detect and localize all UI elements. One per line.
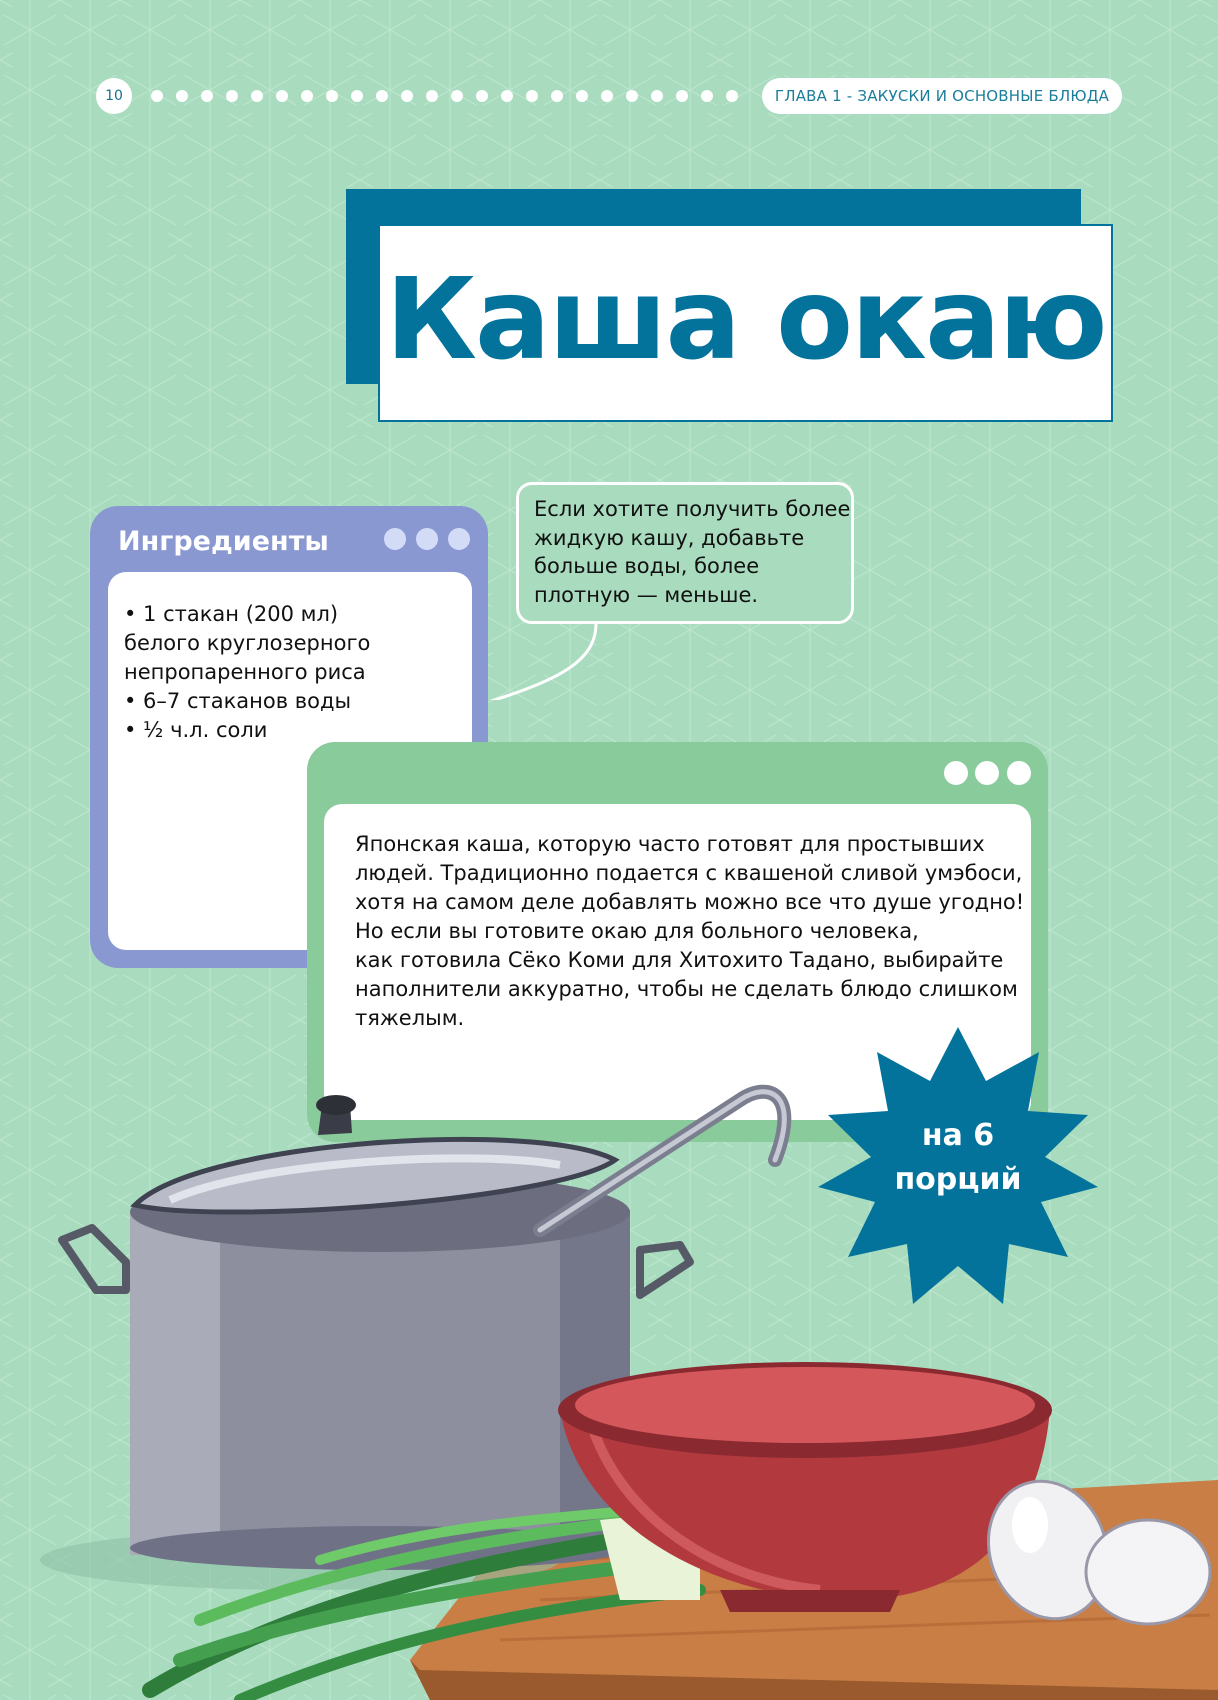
ingredient-line: • 1 стакан (200 мл) bbox=[124, 602, 339, 626]
tip-line: Если хотите получить более bbox=[534, 497, 851, 521]
window-dot-icon bbox=[384, 528, 406, 550]
ingredient-line: • ½ ч.л. соли bbox=[124, 718, 268, 742]
servings-label bbox=[853, 1114, 1063, 1202]
window-dot-icon bbox=[975, 761, 999, 785]
tip-line: жидкую кашу, добавьте bbox=[534, 525, 805, 550]
description-line: как готовила Сёко Коми для Хитохито Тадано, выбирайте bbox=[355, 948, 1004, 972]
description-line: людей. Традиционно подается с квашеной сливой умэбоси, bbox=[355, 861, 1023, 885]
tip-text bbox=[534, 495, 851, 609]
description-line: Японская каша, которую часто готовят для простывших bbox=[355, 832, 985, 856]
chapter-label: ГЛАВА 1 - ЗАКУСКИ И ОСНОВНЫЕ БЛЮДА bbox=[762, 78, 1122, 114]
window-dot-icon bbox=[416, 528, 438, 550]
tip-line: больше воды, более bbox=[534, 554, 760, 578]
tip-line: плотную — меньше. bbox=[534, 582, 759, 607]
page-title: Каша окаю bbox=[385, 255, 1106, 385]
ingredient-line: непропаренного риса bbox=[124, 660, 366, 684]
ingredient-line: белого круглозерного bbox=[124, 631, 371, 655]
description-line: Но если вы готовите окаю для больного человека, bbox=[355, 919, 919, 943]
title-box bbox=[378, 224, 1113, 422]
servings-unit: порций bbox=[894, 1162, 1022, 1197]
servings-count: на 6 bbox=[921, 1118, 995, 1153]
ingredient-line: • 6–7 стаканов воды bbox=[124, 689, 352, 713]
description-line: тяжелым. bbox=[355, 1006, 465, 1030]
description-line: хотя на самом деле добавлять можно все что душе угодно! bbox=[355, 890, 1025, 914]
description-line: наполнители аккуратно, чтобы не сделать блюдо слишком bbox=[355, 977, 1018, 1001]
speech-tail-icon bbox=[480, 620, 600, 700]
description-text bbox=[355, 830, 1025, 1033]
window-dot-icon bbox=[1007, 761, 1031, 785]
ingredients-heading: Ингредиенты bbox=[118, 526, 329, 557]
dotted-divider bbox=[150, 89, 750, 103]
page-number: 10 bbox=[96, 78, 132, 114]
window-dot-icon bbox=[448, 528, 470, 550]
ingredients-list bbox=[124, 600, 464, 745]
window-dot-icon bbox=[944, 761, 968, 785]
